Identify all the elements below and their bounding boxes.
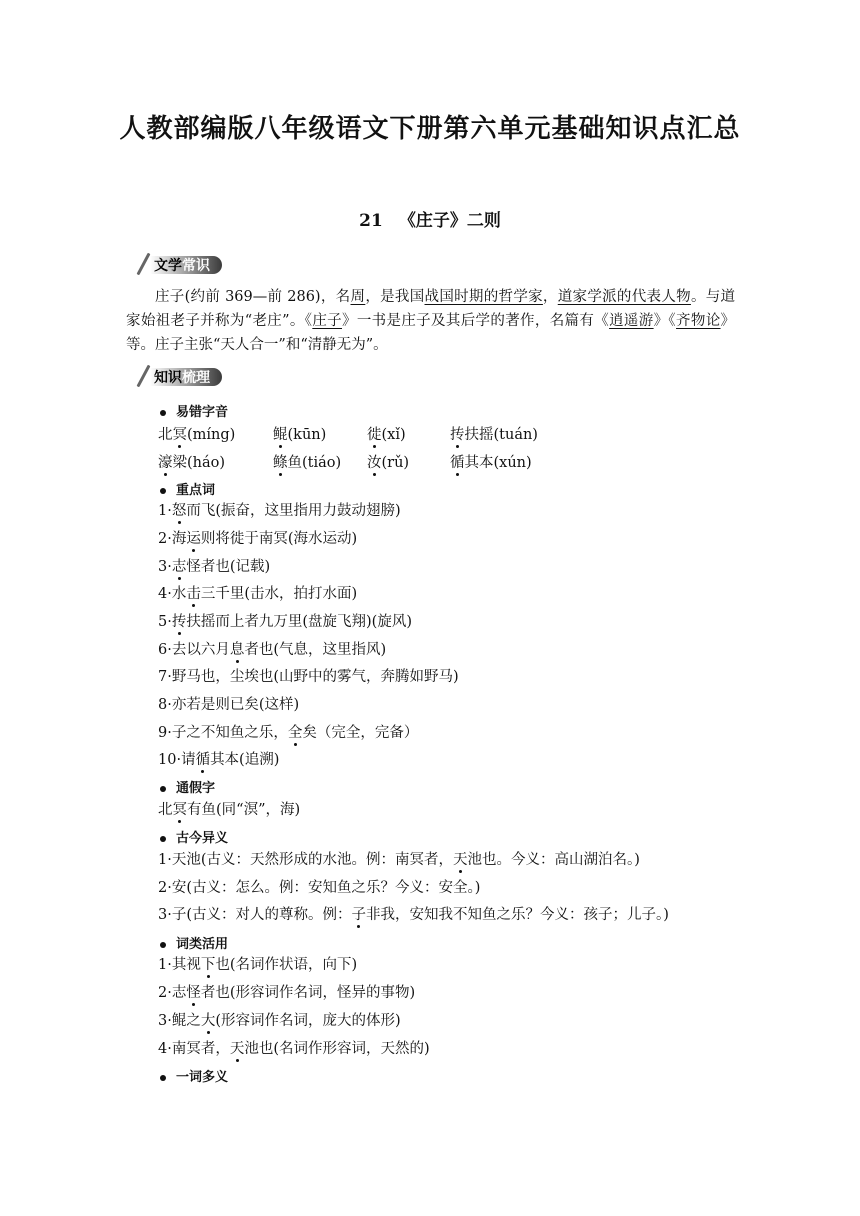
- emphasized-char: 循: [450, 455, 465, 471]
- pron-item: [158, 423, 235, 444]
- emphasized-char: 天: [229, 1041, 245, 1057]
- item-number: 3: [158, 907, 168, 923]
- lesson-number: 21: [359, 211, 383, 231]
- emphasized-char: 下: [200, 957, 216, 973]
- keyword-item: 10·请循其本(追溯): [158, 752, 280, 768]
- item-number: 1: [158, 957, 168, 973]
- text-run: 者也(气息，这里指风): [244, 642, 387, 658]
- item-number: 1: [158, 503, 168, 519]
- pron-item: [450, 451, 532, 472]
- emphasized-char: 濠: [158, 455, 173, 471]
- bullet-icon: [160, 1075, 166, 1081]
- gujin-item: 1·天池(古义：天然形成的水池。例：南冥者，天池也。今义：高山湖泊名。): [158, 852, 640, 868]
- item-number: 6: [158, 642, 168, 658]
- keyword-item: 9·子之不知鱼之乐，全矣（完全，完备）: [158, 725, 419, 741]
- badge-label: [150, 368, 222, 386]
- section-gujin: [160, 827, 228, 846]
- bullet-icon: [160, 942, 166, 948]
- bullet-icon: [160, 488, 166, 494]
- item-number: 1: [158, 852, 168, 868]
- keyword-item: 5·抟扶摇而上者九万里(盘旋飞翔)(旋风): [158, 614, 412, 630]
- item-number: 5: [158, 614, 168, 630]
- lesson-heading: [0, 206, 860, 231]
- emphasized-char: 鲦: [273, 455, 288, 471]
- text-run: 扶摇而上者九万里(盘旋飞翔)(旋风): [186, 614, 412, 630]
- text-run: (míng): [187, 427, 236, 443]
- text-run: 北: [158, 427, 173, 443]
- text-run: ，: [542, 289, 558, 305]
- badge-wenxue-changshi: [138, 254, 222, 276]
- text-run: 怪者也(记载): [186, 559, 271, 575]
- item-number: 2: [158, 880, 168, 896]
- text-run: 其视: [171, 957, 201, 973]
- section-title: 词类活用: [176, 937, 229, 952]
- text-run: 非我，安知我不知鱼之乐？今义：孩子；儿子。): [366, 907, 669, 923]
- text-run: 亦若是则已: [171, 697, 245, 713]
- keyword-item: 4·水击三千里(击水，拍打水面): [158, 586, 358, 602]
- text-run: 也(名词作状语，向下): [215, 957, 358, 973]
- underlined-term: 战国时期的哲学家: [424, 289, 543, 305]
- bullet-icon: [160, 836, 166, 842]
- emphasized-char: 击: [186, 586, 201, 602]
- text-run: (kūn): [287, 427, 327, 443]
- pron-item: [367, 451, 409, 472]
- text-run: 池也。今义：高山湖泊名。): [467, 852, 640, 868]
- section-title: 易错字音: [176, 405, 229, 420]
- text-run: 天池(古义：天然形成的水池。例：南冥者，: [171, 852, 453, 868]
- bullet-icon: [160, 410, 166, 416]
- wenxue-paragraph: [126, 285, 735, 357]
- text-run: 》《: [653, 313, 677, 329]
- text-run: (形容词作名词，庞大的体形): [215, 1013, 401, 1029]
- item-number: 10: [158, 752, 177, 768]
- emphasized-char: 志: [171, 559, 187, 575]
- cilei-item: 4·南冥者，天池也(名词作形容词，天然的): [158, 1041, 430, 1057]
- text-run: 》一书是庄子及其后学的著作，名篇有《: [342, 313, 610, 329]
- emphasized-char: 抟: [450, 427, 465, 443]
- cilei-item: 1·其视下也(名词作状语，向下): [158, 957, 358, 973]
- emphasized-char: 大: [200, 1013, 216, 1029]
- pen-icon: [138, 366, 150, 388]
- cilei-item: 2·志怪者也(形容词作名词，怪异的事物): [158, 985, 416, 1001]
- pen-icon: [138, 254, 150, 276]
- section-title: 通假字: [176, 781, 216, 796]
- emphasized-char: 怒: [171, 503, 187, 519]
- text-run: 池也(名词作形容词，天然的): [244, 1041, 430, 1057]
- text-run: ，是我国: [365, 289, 425, 305]
- badge-label: [150, 256, 222, 274]
- text-run: 鱼(tiáo): [287, 455, 342, 471]
- emphasized-char: 鲲: [273, 427, 288, 443]
- emphasized-char: 全: [287, 725, 303, 741]
- badge-label-part2: 梳理: [182, 370, 210, 386]
- text-run: 去以六月: [171, 642, 230, 658]
- emphasized-char: 运: [186, 531, 201, 547]
- text-run: 三千里(击水，拍打水面): [200, 586, 358, 602]
- pron-item: [450, 423, 538, 444]
- emphasized-char: 怪: [186, 985, 201, 1001]
- text-run: (rǔ): [381, 455, 410, 471]
- badge-label-part1: 文学: [154, 258, 182, 274]
- text-run: 而飞(振奋，这里指用力鼓动翅膀): [186, 503, 401, 519]
- emphasized-char: 徙: [367, 427, 382, 443]
- badge-label-part2: 常识: [182, 258, 210, 274]
- section-tongjia: [160, 777, 215, 796]
- text-run: 则将徙于南冥(海水运动): [200, 531, 358, 547]
- keyword-item: 3·志怪者也(记载): [158, 559, 271, 575]
- section-yici: [160, 1066, 228, 1085]
- item-number: 2: [158, 531, 168, 547]
- keyword-item: 7·野马也，尘埃也(山野中的雾气，奔腾如野马): [158, 669, 459, 685]
- emphasized-char: 汝: [367, 455, 382, 471]
- emphasized-char: 循: [195, 752, 211, 768]
- pron-item: [273, 423, 326, 444]
- keyword-item: 8·亦若是则已矣(这样): [158, 697, 300, 713]
- text-run: 有鱼(同“溟”，海): [187, 802, 301, 818]
- section-keywords: [160, 479, 215, 498]
- emphasized-char: 息: [229, 642, 245, 658]
- text-run: 安(古义：怎么。例：安知鱼之乐？今义：安全。): [171, 880, 481, 896]
- text-run: (这样): [258, 697, 300, 713]
- item-number: 4: [158, 1041, 168, 1057]
- pron-item: [367, 423, 406, 444]
- keyword-item: 6·去以六月息者也(气息，这里指风): [158, 642, 387, 658]
- emphasized-char: 天: [453, 852, 468, 868]
- keyword-item: 1·怒而飞(振奋，这里指用力鼓动翅膀): [158, 503, 401, 519]
- cilei-item: 3·鲲之大(形容词作名词，庞大的体形): [158, 1013, 401, 1029]
- text-run: 其本(xún): [464, 455, 532, 471]
- item-number: 7: [158, 669, 168, 685]
- text-run: 》等。庄子主张“天人合一”和“清静无为”。: [126, 313, 736, 353]
- section-title: 古今异义: [176, 831, 229, 846]
- underlined-term: 逍遥游: [609, 313, 654, 329]
- text-run: 海: [171, 531, 187, 547]
- lesson-title: 《庄子》二则: [398, 211, 501, 231]
- section-pronunciation: [160, 401, 228, 420]
- emphasized-char: 子: [351, 907, 366, 923]
- badge-label-part1: 知识: [154, 370, 182, 386]
- text-run: 其本(追溯): [210, 752, 280, 768]
- emphasized-char: 抟: [171, 614, 187, 630]
- text-run: 者也(形容词作名词，怪异的事物): [200, 985, 416, 1001]
- emphasized-char: 冥: [172, 802, 187, 818]
- underlined-term: 周: [350, 289, 366, 305]
- underlined-term: 齐物论: [676, 313, 721, 329]
- text-run: 子之不知鱼之乐，: [171, 725, 288, 741]
- text-run: 野马也，尘埃也(山野中的雾气，奔腾如野马): [171, 669, 459, 685]
- badge-zhishi-shuli: [138, 366, 222, 388]
- section-title: 重点词: [176, 483, 216, 498]
- text-run: 南冥者，: [171, 1041, 230, 1057]
- item-number: 3: [158, 559, 168, 575]
- pron-item: [273, 451, 341, 472]
- text-run: 请: [181, 752, 196, 768]
- item-number: 8: [158, 697, 168, 713]
- item-number: 2: [158, 985, 168, 1001]
- section-cilei: [160, 933, 228, 952]
- text-run: 水: [171, 586, 187, 602]
- gujin-item: 2·安(古义：怎么。例：安知鱼之乐？今义：安全。): [158, 880, 481, 896]
- gujin-item: 3·子(古义：对人的尊称。例：子非我，安知我不知鱼之乐？今义：孩子；儿子。): [158, 907, 669, 923]
- bullet-icon: [160, 786, 166, 792]
- item-number: 4: [158, 586, 168, 602]
- text-run: 庄子(约前 369—前 286)，名: [155, 289, 351, 305]
- text-run: 。与道家始祖老子并称为“老庄”。《: [126, 289, 736, 329]
- section-title: 一词多义: [176, 1070, 229, 1085]
- pron-item: [158, 451, 225, 472]
- text-run: 矣（完全，完备）: [302, 725, 419, 741]
- item-number: 3: [158, 1013, 168, 1029]
- keyword-item: 2·海运则将徙于南冥(海水运动): [158, 531, 358, 547]
- tongjia-item: [158, 798, 300, 819]
- text-run: 矣: [244, 697, 259, 713]
- item-number: 9: [158, 725, 168, 741]
- text-run: 子(古义：对人的尊称。例：: [171, 907, 352, 923]
- text-run: 扶摇(tuán): [464, 427, 538, 443]
- text-run: 梁(háo): [172, 455, 226, 471]
- text-run: 志: [171, 985, 187, 1001]
- text-run: 鲲之: [171, 1013, 201, 1029]
- underlined-term: 道家学派的代表人物: [557, 289, 691, 305]
- underlined-term: 庄子: [312, 313, 342, 329]
- text-run: 北: [158, 802, 173, 818]
- document-title: 人教部编版八年级语文下册第六单元基础知识点汇总: [119, 114, 741, 144]
- text-run: (xǐ): [381, 427, 406, 443]
- emphasized-char: 冥: [172, 427, 187, 443]
